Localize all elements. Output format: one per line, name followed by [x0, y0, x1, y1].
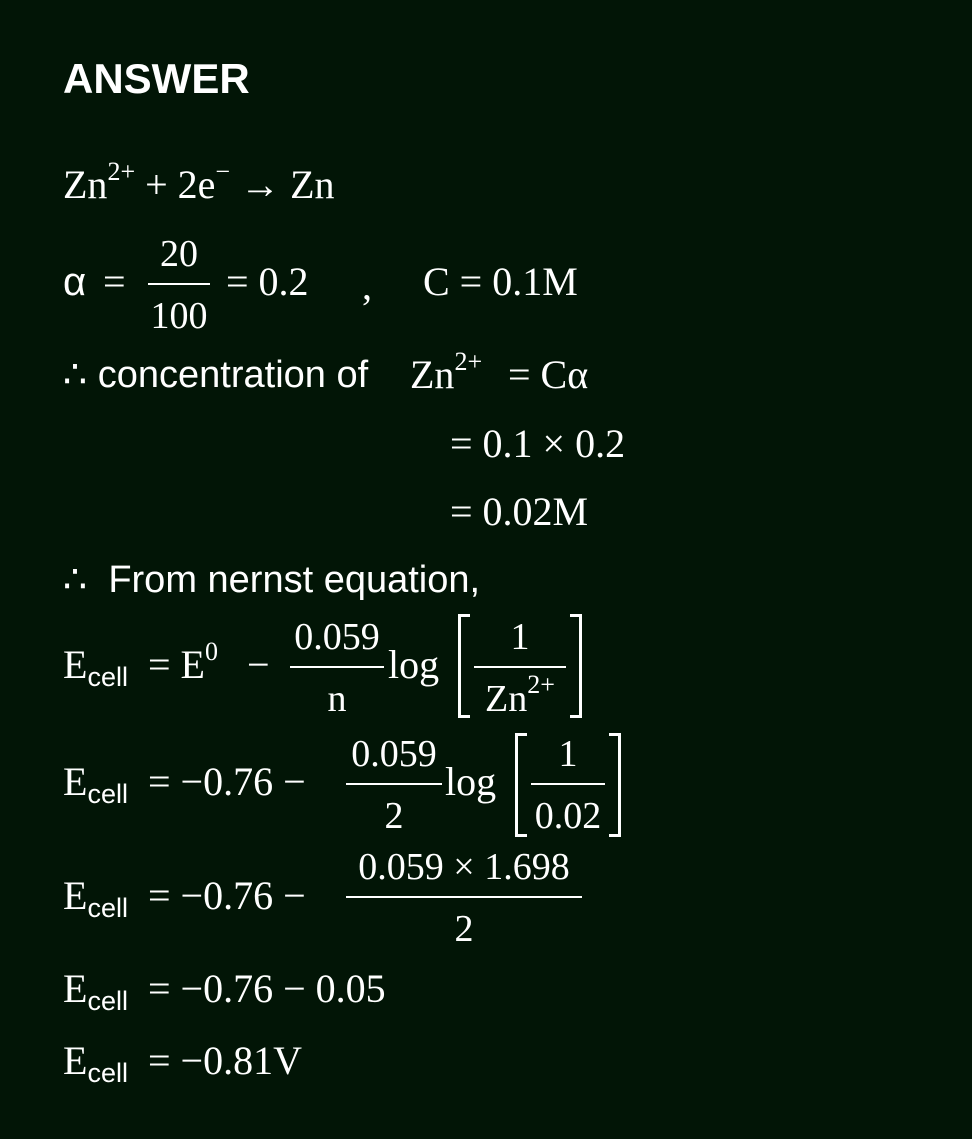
concentration-step1: = 0.1 × 0.2: [450, 421, 626, 466]
separator-comma: ,: [362, 263, 372, 308]
eq2-fraction: [346, 735, 442, 835]
eq2-inner-numerator: 1: [558, 733, 578, 775]
e-symbol: E: [63, 759, 88, 804]
eq3-numerator: 0.059 × 1.698: [358, 846, 570, 888]
therefore-symbol: ∴: [63, 354, 88, 396]
eq1-inner-fraction: [474, 618, 566, 718]
alpha-result: = 0.2: [226, 259, 309, 304]
cell-subscript: cell: [87, 1058, 128, 1088]
ecell-eq2-lhs: [63, 759, 128, 809]
answer-heading: ANSWER: [63, 55, 250, 102]
e-symbol: E: [63, 642, 88, 687]
fraction-bar: [346, 783, 442, 785]
eq2-denominator: 2: [384, 795, 404, 837]
fraction-bar: [346, 896, 582, 898]
right-bracket: [570, 614, 582, 718]
concentration-step2: = 0.02M: [450, 489, 589, 534]
concentration-line: [63, 356, 368, 394]
eq1-denominator: n: [327, 678, 347, 720]
zn-ion-symbol: Zn: [410, 352, 455, 397]
eq2-inner-fraction: [531, 735, 605, 835]
ecell-eq4-lhs: [63, 966, 128, 1016]
fraction-bar: [290, 666, 384, 668]
concentration-c: C = 0.1M: [423, 259, 578, 304]
left-bracket: [458, 614, 470, 718]
ecell-eq3-rhs: = −0.76 −: [148, 873, 306, 918]
cell-subscript: cell: [87, 779, 128, 809]
e-symbol: E: [63, 873, 88, 918]
e0-superscript: 0: [205, 636, 218, 666]
ecell-eq1-lhs: [63, 642, 128, 692]
cell-subscript: cell: [87, 893, 128, 923]
zn-ion: [410, 346, 483, 397]
concentration-text: concentration of: [97, 354, 369, 396]
zn-symbol: Zn: [485, 678, 528, 720]
reactant-charge: 2+: [107, 156, 136, 186]
log-label: log: [388, 642, 440, 687]
electron-term: + 2e: [145, 162, 216, 207]
eq1-inner-denominator: [474, 670, 566, 720]
cell-subscript: cell: [87, 986, 128, 1016]
fraction-bar: [474, 666, 566, 668]
ecell-eq1-e0: [148, 636, 218, 687]
ecell-eq1-minus: −: [247, 642, 270, 687]
e0-term: = E: [148, 642, 205, 687]
reactant-zn: Zn: [63, 162, 108, 207]
eq3-fraction: [346, 848, 582, 948]
fraction-bar: [531, 783, 605, 785]
e-symbol: E: [63, 1038, 88, 1083]
eq1-fraction: [290, 618, 384, 718]
zn-charge: 2+: [527, 670, 555, 700]
eq2-numerator: 0.059: [351, 733, 437, 775]
alpha-symbol: α: [63, 260, 87, 304]
eq1-numerator: 0.059: [294, 616, 380, 658]
ecell-eq4-rhs: = −0.76 − 0.05: [148, 966, 386, 1011]
nernst-intro-text: From nernst equation,: [108, 559, 481, 601]
alpha-denominator: 100: [150, 295, 208, 337]
ecell-eq2-rhs: = −0.76 −: [148, 759, 306, 804]
left-bracket: [515, 733, 527, 837]
eq2-inner-denominator: 0.02: [534, 795, 602, 837]
product-zn: Zn: [290, 162, 335, 207]
ecell-eq3-lhs: [63, 873, 128, 923]
right-bracket: [609, 733, 621, 837]
eq3-denominator: 2: [454, 908, 474, 950]
concentration-rhs: = Cα: [508, 352, 589, 397]
alpha-numerator: 20: [160, 233, 198, 275]
ecell-eq5-rhs: = −0.81V: [148, 1038, 303, 1083]
log-label: log: [445, 759, 497, 804]
electron-charge: −: [215, 156, 231, 186]
cell-subscript: cell: [87, 662, 128, 692]
reaction-equation: [63, 156, 335, 207]
nernst-intro: [63, 561, 480, 599]
zn-ion-charge: 2+: [454, 346, 483, 376]
eq1-inner-numerator: 1: [510, 616, 530, 658]
alpha-equals: =: [103, 259, 126, 304]
reaction-arrow: →: [240, 162, 281, 207]
e-symbol: E: [63, 966, 88, 1011]
alpha-fraction: [148, 235, 210, 335]
fraction-bar: [148, 283, 210, 285]
therefore-symbol: ∴: [63, 559, 88, 601]
ecell-eq5-lhs: [63, 1038, 128, 1088]
